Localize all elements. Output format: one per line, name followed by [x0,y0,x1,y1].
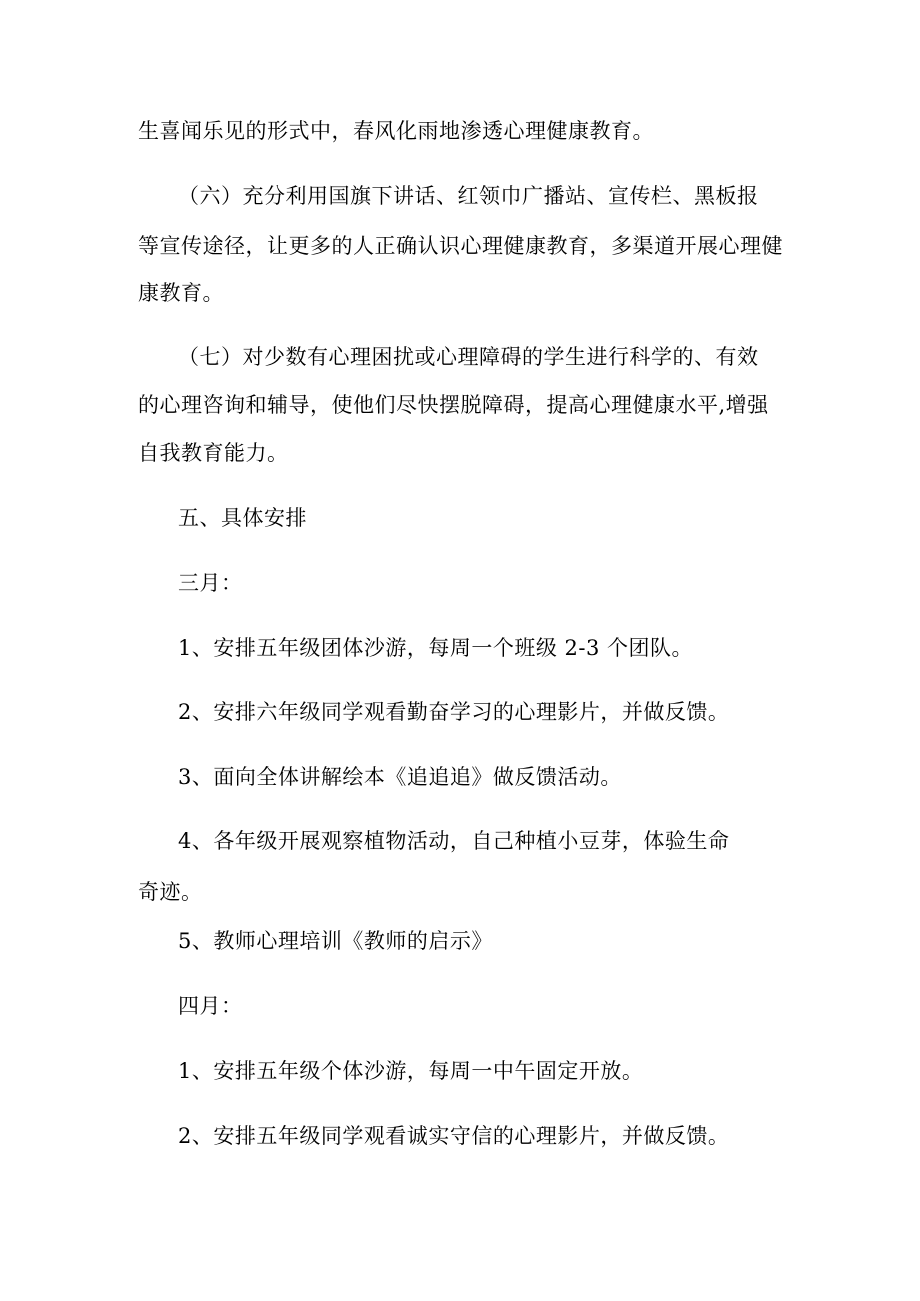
list-item: 奇迹。 [138,880,203,904]
list-item: 4、各年级开展观察植物活动，自己种植小豆芽，体验生命 [178,829,730,853]
paragraph-line: 生喜闻乐见的形式中，春风化雨地渗透心理健康教育。 [138,119,654,143]
section-heading: 五、具体安排 [178,506,307,530]
list-item: 2、安排五年级同学观看诚实守信的心理影片，并做反馈。 [178,1124,730,1148]
list-item: 5、教师心理培训《教师的启示》 [178,929,493,953]
month-heading: 四月： [178,994,243,1018]
paragraph-line: 康教育。 [138,281,224,305]
month-heading: 三月： [178,571,243,595]
paragraph-line: （六）充分利用国旗下讲话、红领巾广播站、宣传栏、黑板报 [178,184,759,208]
list-item: 2、安排六年级同学观看勤奋学习的心理影片，并做反馈。 [178,700,730,724]
list-item: 3、面向全体讲解绘本《追追追》做反馈活动。 [178,765,622,789]
paragraph-line: 自我教育能力。 [138,441,289,465]
paragraph-line: （七）对少数有心理困扰或心理障碍的学生进行科学的、有效 [178,345,759,369]
list-item: 1、安排五年级团体沙游，每周一个班级 2-3 个团队。 [178,636,694,660]
list-item: 1、安排五年级个体沙游，每周一中午固定开放。 [178,1059,644,1083]
paragraph-line: 的心理咨询和辅导，使他们尽快摆脱障碍，提高心理健康水平,增强 [138,393,769,417]
paragraph-line: 等宣传途径，让更多的人正确认识心理健康教育，多渠道开展心理健 [138,234,783,258]
